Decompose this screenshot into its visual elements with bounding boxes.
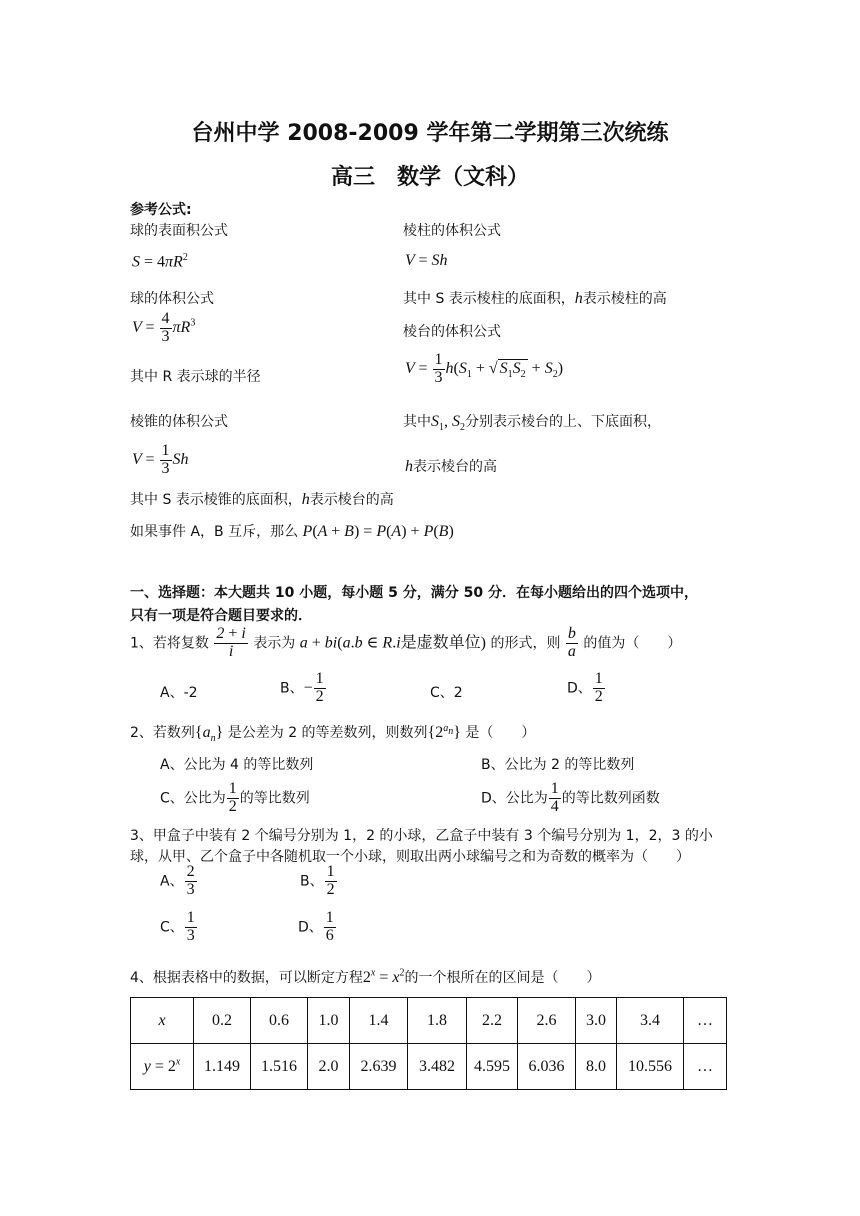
q3-option-b-label: B、 — [300, 873, 324, 890]
prism-note-b: 表示棱柱的高 — [582, 291, 667, 307]
table-cell: 0.6 — [251, 998, 308, 1044]
q2-option-c-a: C、公比为 — [160, 790, 226, 807]
pyramid-note-b: 表示棱台的高 — [309, 492, 394, 508]
frustum-label: 棱台的体积公式 — [403, 324, 501, 340]
q3-option-c-label: C、 — [160, 919, 184, 936]
q2-option-c: C、公比为 $\frac{1}{2}$ 的等比数列 — [160, 780, 310, 815]
q3-option-d: D、 $\frac{1}{6}$ — [298, 909, 334, 944]
section1-line1: 一、选择题：本大题共 10 小题，每小题 5 分，满分 50 分．在每小题给出的四个选项中， — [130, 585, 698, 601]
table-cell: 0.2 — [194, 998, 251, 1044]
question-2: 2、若数列$\{a_n\}$ 是公差为 2 的等差数列，则数列$\{2^{a_n}\}$ 是（ ） — [130, 722, 536, 745]
q2-option-b: B、公比为 2 的等比数列 — [481, 757, 635, 773]
table-cell: 1.149 — [194, 1044, 251, 1090]
q3-line1: 3、甲盒子中装有 2 个编号分别为 1，2 的小球，乙盒子中装有 3 个编号分别为 1，2，3 的小 — [130, 828, 713, 844]
table-row-x — [131, 998, 727, 1044]
prism-formula: V = Sh — [405, 252, 448, 269]
frustum-note: 其中$S_1$, $S_2$分别表示棱台的上、下底面积， — [403, 413, 661, 434]
pyramid-label: 棱锥的体积公式 — [130, 414, 228, 430]
header-y: $y = 2^x$ — [131, 1044, 194, 1090]
q4-text-b: 的一个根所在的区间是（ ） — [404, 970, 601, 986]
q1-option-b: B、− $\frac{1}{2}$ — [280, 670, 324, 705]
sphere-volume-formula: V = $\frac{4}{3}$ $\pi R^3$ — [132, 310, 196, 345]
q2-option-d: D、公比为 $\frac{1}{4}$ 的等比数列函数 — [481, 780, 660, 815]
table-cell: 2.2 — [467, 998, 518, 1044]
pyramid-formula: V = $\frac{1}{3}$ Sh — [132, 442, 189, 477]
frustum-note-b: 分别表示棱台的上、下底面积， — [465, 414, 661, 430]
events-note-text: 如果事件 A，B 互斥，那么 — [130, 524, 299, 540]
q3-option-d-label: D、 — [298, 919, 323, 936]
q3-option-c: C、 $\frac{1}{3}$ — [160, 909, 195, 944]
table-cell: 2.0 — [308, 1044, 350, 1090]
q2-text-a: 2、若数列 — [130, 725, 195, 741]
table-cell: 4.595 — [467, 1044, 518, 1090]
q1-option-d: D、 $\frac{1}{2}$ — [567, 670, 603, 705]
formulas-heading: 参考公式: — [130, 202, 192, 218]
q1-text-d: 的值为（ ） — [583, 635, 682, 652]
frustum-height-note-text: 表示棱台的高 — [413, 459, 497, 475]
table-cell: 3.4 — [617, 998, 684, 1044]
table-cell: 6.036 — [518, 1044, 576, 1090]
table-cell: 3.482 — [408, 1044, 467, 1090]
pyramid-note-a: 其中 S 表示棱锥的底面积， — [130, 492, 302, 508]
table-cell: … — [684, 1044, 727, 1090]
q4-text-a: 4、根据表格中的数据，可以断定方程 — [130, 970, 363, 986]
sphere-note: 其中 R 表示球的半径 — [130, 369, 261, 385]
q3-option-b: B、 $\frac{1}{2}$ — [300, 863, 335, 898]
q1-text-a: 1、若将复数 — [130, 635, 209, 652]
table-row-y — [131, 1044, 727, 1090]
question-1: 1、若将复数 $\frac{2 + i}{i}$ 表示为 a + bi(a.b ∈ R.i是虚数单位) 的形式，则 $\frac{b}{a}$ 的值为（ ） — [130, 625, 682, 660]
q3-line2: 球，从甲、乙个盒子中各随机取一个小球，则取出两小球编号之和为奇数的概率为（ ） — [130, 849, 690, 865]
table-cell: 1.4 — [350, 998, 408, 1044]
table-cell: 2.639 — [350, 1044, 408, 1090]
q2-text-c: 是（ ） — [465, 725, 536, 741]
q2-option-c-b: 的等比数列 — [239, 790, 310, 807]
table-cell: 1.0 — [308, 998, 350, 1044]
table-cell: 8.0 — [576, 1044, 617, 1090]
q1-option-a: A、-2 — [160, 685, 198, 701]
q1-text-b: 表示为 — [253, 635, 296, 652]
q2-option-d-b: 的等比数列函数 — [561, 790, 660, 807]
sphere-area-label: 球的表面积公式 — [130, 223, 228, 239]
pyramid-note: 其中 S 表示棱锥的底面积，h表示棱台的高 — [130, 491, 394, 508]
table-cell: … — [684, 998, 727, 1044]
sphere-area-formula: $S = 4\pi R^2$ — [132, 252, 188, 271]
page-title: 台州中学 2008-2009 学年第二学期第三次统练 — [191, 121, 669, 146]
table-cell: 1.8 — [408, 998, 467, 1044]
sphere-volume-label: 球的体积公式 — [130, 291, 214, 307]
prism-note-a: 其中 S 表示棱柱的底面积， — [403, 291, 575, 307]
page-subtitle: 高三 数学（文科） — [330, 165, 529, 190]
q2-text-b: 是公差为 2 的等差数列，则数列 — [227, 725, 428, 741]
header-x: x — [131, 998, 194, 1044]
q1-option-d-label: D、 — [567, 680, 592, 697]
frustum-formula: V = $\frac{1}{3}$ $h(S_1$ + √ $S_1S_2 + S_2$) — [405, 351, 564, 386]
table-cell: 1.516 — [251, 1044, 308, 1090]
frustum-note-a: 其中 — [403, 414, 431, 430]
question-4: 4、根据表格中的数据，可以断定方程$2^x = x^2$的一个根所在的区间是（ ） — [130, 967, 601, 986]
prism-label: 棱柱的体积公式 — [403, 223, 501, 239]
events-note: 如果事件 A，B 互斥，那么 P(A + B) = P(A) + P(B) — [130, 523, 454, 540]
q2-option-a: A、公比为 4 的等比数列 — [160, 757, 314, 773]
table-cell: 10.556 — [617, 1044, 684, 1090]
frustum-height-note: h表示棱台的高 — [405, 458, 497, 475]
values-table — [130, 997, 727, 1090]
table-cell: 2.6 — [518, 998, 576, 1044]
q1-option-c: C、2 — [430, 685, 463, 701]
table-cell: 3.0 — [576, 998, 617, 1044]
section1-line2: 只有一项是符合题目要求的． — [130, 608, 312, 624]
q1-text-c: 的形式，则 — [490, 635, 561, 652]
prism-note: 其中 S 表示棱柱的底面积，h表示棱柱的高 — [403, 290, 667, 307]
q3-option-a: A、 $\frac{2}{3}$ — [160, 863, 195, 898]
q2-option-d-a: D、公比为 — [481, 790, 548, 807]
q1-option-b-label: B、 — [280, 680, 304, 697]
q3-option-a-label: A、 — [160, 873, 184, 890]
